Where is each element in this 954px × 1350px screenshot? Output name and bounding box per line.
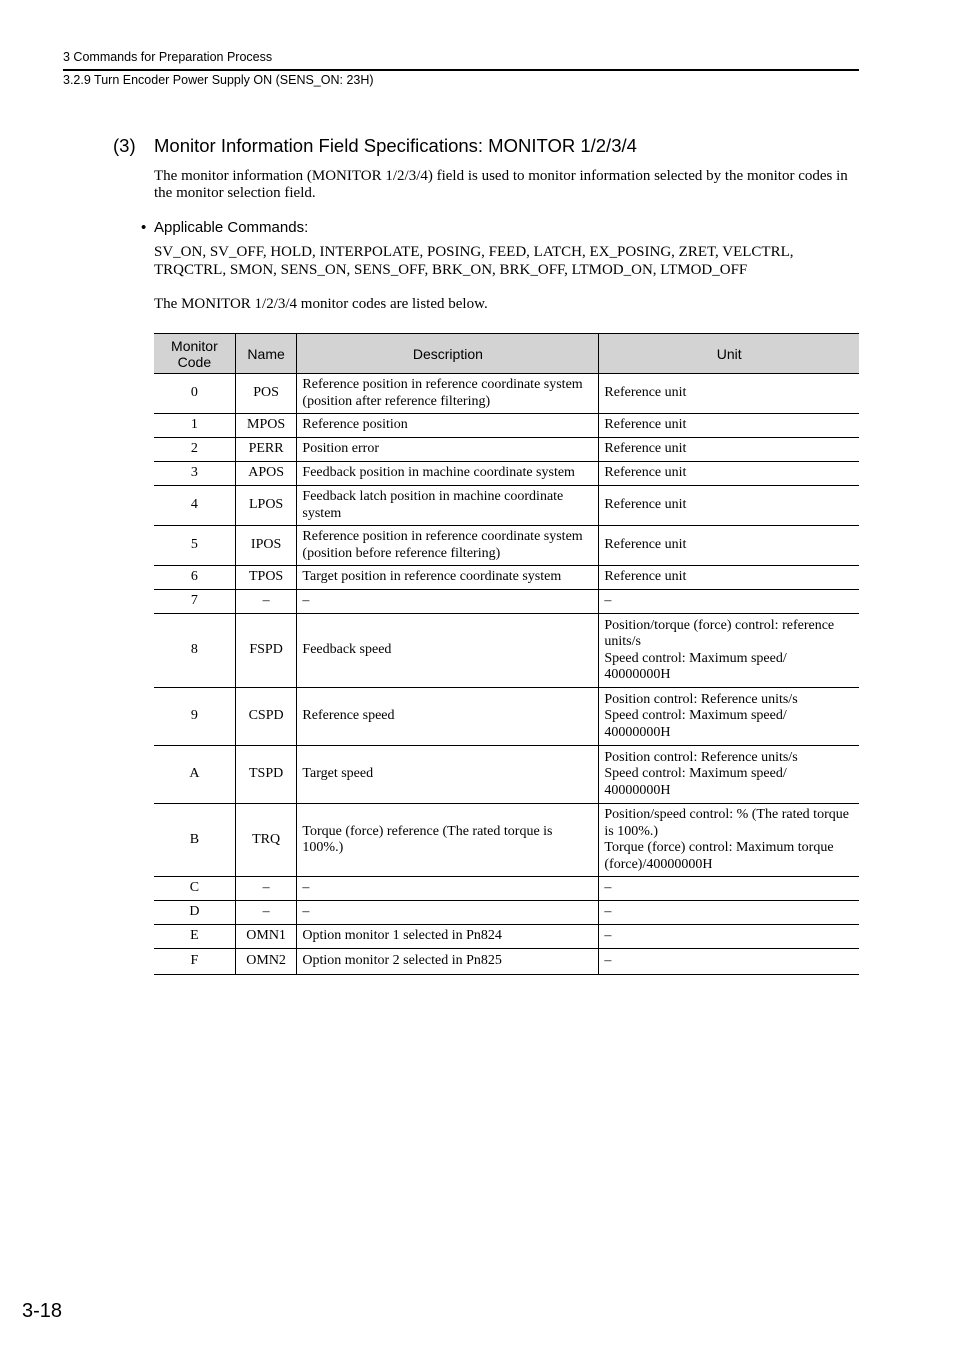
cell-unit — [599, 566, 859, 590]
table-row — [154, 614, 859, 688]
table-row — [154, 804, 859, 877]
cell-code: 8 — [154, 614, 235, 688]
applicable-commands-bullet — [141, 219, 308, 236]
unit-line: Reference unit — [604, 497, 687, 513]
cell-code: A — [154, 746, 235, 804]
unit-line: Speed control: Maximum speed/ 40000000H — [604, 766, 787, 798]
unit-line: – — [604, 953, 612, 969]
running-header-section: 3.2.9 Turn Encoder Power Supply ON (SENS_ON: 23H) — [63, 73, 374, 87]
cell-name: TPOS — [235, 566, 297, 590]
table-row — [154, 566, 859, 590]
cell-name: APOS — [235, 462, 297, 486]
cell-description — [297, 877, 599, 901]
cell-code: 0 — [154, 374, 235, 414]
cell-unit — [599, 414, 859, 438]
cell-code: E — [154, 925, 235, 949]
header-unit: Unit — [599, 334, 859, 374]
cell-name: OMN2 — [235, 949, 297, 975]
table-row — [154, 438, 859, 462]
cell-code: 5 — [154, 526, 235, 566]
header-rule — [63, 69, 859, 71]
cell-description — [297, 746, 599, 804]
description-line: – — [302, 593, 310, 609]
description-line: – — [302, 904, 310, 920]
description-line: Position error — [302, 441, 380, 457]
cell-description — [297, 901, 599, 925]
description-line: Reference position — [302, 417, 408, 433]
table-row — [154, 949, 859, 975]
unit-line: Reference unit — [604, 569, 687, 585]
cell-name: PERR — [235, 438, 297, 462]
unit-line: Reference unit — [604, 537, 687, 553]
unit-line: Torque (force) control: Maximum torque (force)/40000000H — [604, 840, 834, 872]
section-number: (3) — [113, 135, 136, 156]
table-body — [154, 374, 859, 975]
unit-line: Position/speed control: % (The rated torque is 100%.) — [604, 807, 849, 839]
cell-code: F — [154, 949, 235, 975]
cell-description — [297, 804, 599, 877]
cell-description — [297, 486, 599, 526]
cell-unit — [599, 462, 859, 486]
description-line: Reference position in reference coordinate system (position before reference filtering) — [302, 529, 583, 561]
cell-unit — [599, 877, 859, 901]
command-list: SV_ON, SV_OFF, HOLD, INTERPOLATE, POSING, FEED, LATCH, EX_POSING, ZRET, VELCTRL, TRQCTRL, SMON, SENS_ON, SENS_OFF, BRK_ON, BRK_OFF, LTMOD_ON, LTMOD_OFF — [154, 244, 794, 278]
description-line: Reference speed — [302, 708, 395, 724]
cell-unit — [599, 804, 859, 877]
cell-code: C — [154, 877, 235, 901]
section-title: Monitor Information Field Specifications: MONITOR 1/2/3/4 — [154, 135, 637, 156]
running-header-chapter: 3 Commands for Preparation Process — [63, 50, 273, 64]
page-number: 3-18 — [22, 1300, 63, 1322]
cell-code: 9 — [154, 688, 235, 746]
unit-line: Speed control: Maximum speed/ 40000000H — [604, 650, 787, 682]
cell-name: MPOS — [235, 414, 297, 438]
cell-unit — [599, 486, 859, 526]
cell-description — [297, 374, 599, 414]
cell-description — [297, 614, 599, 688]
cell-name: TSPD — [235, 746, 297, 804]
cell-name: FSPD — [235, 614, 297, 688]
table-row — [154, 374, 859, 414]
cell-name: IPOS — [235, 526, 297, 566]
description-line: Torque (force) reference (The rated torque is 100%.) — [302, 823, 553, 855]
cell-code: 7 — [154, 590, 235, 614]
cell-description — [297, 462, 599, 486]
table-row — [154, 462, 859, 486]
description-line: Target speed — [302, 766, 374, 782]
unit-line: – — [604, 928, 612, 944]
description-line: Feedback position in machine coordinate system — [302, 465, 575, 481]
unit-line: Position/torque (force) control: reference units/s — [604, 617, 835, 649]
header-name: Name — [235, 334, 297, 374]
cell-code: B — [154, 804, 235, 877]
cell-code: 2 — [154, 438, 235, 462]
cell-unit — [599, 925, 859, 949]
description-line: Feedback speed — [302, 642, 392, 658]
unit-line: Position control: Reference units/s — [604, 691, 798, 707]
cell-unit — [599, 949, 859, 975]
cell-description — [297, 438, 599, 462]
cell-name: POS — [235, 374, 297, 414]
cell-name: – — [235, 590, 297, 614]
unit-line: Speed control: Maximum speed/ 40000000H — [604, 708, 787, 740]
cell-description — [297, 526, 599, 566]
cell-name: OMN1 — [235, 925, 297, 949]
table-row — [154, 925, 859, 949]
cell-unit — [599, 438, 859, 462]
cell-description — [297, 925, 599, 949]
cell-unit — [599, 374, 859, 414]
unit-line: Reference unit — [604, 385, 687, 401]
table-row — [154, 486, 859, 526]
section-heading — [113, 135, 637, 157]
monitor-codes-table — [154, 333, 859, 975]
table-row — [154, 901, 859, 925]
table-row — [154, 526, 859, 566]
cell-code: 1 — [154, 414, 235, 438]
table-row — [154, 590, 859, 614]
cell-name: CSPD — [235, 688, 297, 746]
cell-code: D — [154, 901, 235, 925]
description-line: Reference position in reference coordinate system (position after reference filtering) — [302, 377, 583, 409]
cell-description — [297, 949, 599, 975]
bullet-label: Applicable Commands: — [154, 219, 309, 236]
description-line: Feedback latch position in machine coordinate system — [302, 489, 564, 521]
cell-name: LPOS — [235, 486, 297, 526]
bullet-dot: • — [141, 219, 147, 236]
description-line: Option monitor 2 selected in Pn825 — [302, 953, 502, 969]
cell-code: 6 — [154, 566, 235, 590]
cell-code: 3 — [154, 462, 235, 486]
unit-line: – — [604, 593, 612, 609]
cell-unit — [599, 688, 859, 746]
unit-line: Reference unit — [604, 441, 687, 457]
cell-description — [297, 688, 599, 746]
cell-unit — [599, 614, 859, 688]
unit-line: Reference unit — [604, 417, 687, 433]
header-monitor-code: Monitor Code — [154, 334, 235, 374]
cell-name: – — [235, 901, 297, 925]
unit-line: – — [604, 904, 612, 920]
description-line: Target position in reference coordinate system — [302, 569, 562, 585]
cell-unit — [599, 746, 859, 804]
description-line: Option monitor 1 selected in Pn824 — [302, 928, 502, 944]
header-description: Description — [297, 334, 599, 374]
cell-description — [297, 566, 599, 590]
table-header-row — [154, 334, 859, 374]
cell-unit — [599, 590, 859, 614]
cell-unit — [599, 526, 859, 566]
table-row — [154, 746, 859, 804]
cell-code: 4 — [154, 486, 235, 526]
unit-line: Reference unit — [604, 465, 687, 481]
cell-description — [297, 414, 599, 438]
table-lead-text: The MONITOR 1/2/3/4 monitor codes are listed below. — [154, 296, 488, 312]
table-row — [154, 688, 859, 746]
unit-line: – — [604, 880, 612, 896]
description-line: – — [302, 880, 310, 896]
unit-line: Position control: Reference units/s — [604, 749, 798, 765]
intro-paragraph: The monitor information (MONITOR 1/2/3/4) field is used to monitor information selected by the monitor codes in the monitor selection field. — [154, 168, 848, 201]
table-row — [154, 877, 859, 901]
cell-name: TRQ — [235, 804, 297, 877]
table-row — [154, 414, 859, 438]
cell-name: – — [235, 877, 297, 901]
cell-unit — [599, 901, 859, 925]
cell-description — [297, 590, 599, 614]
